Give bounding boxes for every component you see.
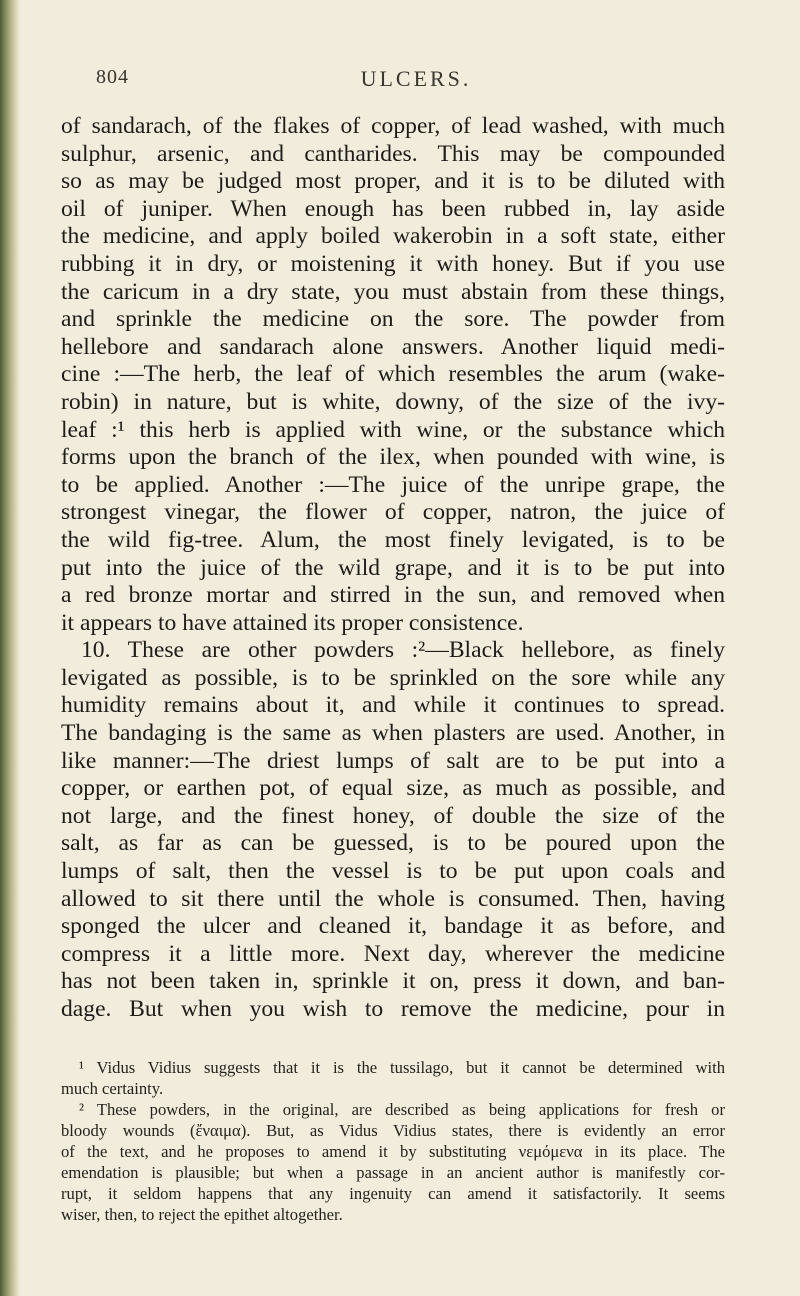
body-line: put into the juice of the wild grape, and it is to be put into xyxy=(61,554,725,581)
body-line: the caricum in a dry state, you must abstain from these things, xyxy=(61,278,725,305)
footnote-2-line: emendation is plausible; but when a passage in an ancient author is manifestly cor- xyxy=(61,1163,725,1182)
body-line: humidity remains about it, and while it continues to spread. xyxy=(61,692,725,719)
body-line: allowed to sit there until the whole is consumed. Then, having xyxy=(61,885,725,912)
body-line: and sprinkle the medicine on the sore. The powder from xyxy=(61,306,725,333)
body-line: a red bronze mortar and stirred in the sun, and removed when xyxy=(61,582,725,609)
footnote-1-line: much certainty. xyxy=(61,1079,164,1098)
body-line: sponged the ulcer and cleaned it, bandage it as before, and xyxy=(61,913,725,940)
body-line: The bandaging is the same as when plasters are used. Another, in xyxy=(61,720,725,747)
body-line: has not been taken in, sprinkle it on, press it down, and ban- xyxy=(61,968,725,995)
footnotes xyxy=(61,1057,725,1225)
body-line: like manner:—The driest lumps of salt are to be put into a xyxy=(61,747,725,774)
body-line: compress it a little more. Next day, wherever the medicine xyxy=(61,940,725,967)
body-line: to be applied. Another :—The juice of the unripe grape, the xyxy=(61,471,725,498)
body-line: the medicine, and apply boiled wakerobin in a soft state, either xyxy=(61,223,725,250)
binding-gutter xyxy=(0,0,20,1296)
body-line: copper, or earthen pot, of equal size, as much as possible, and xyxy=(61,775,725,802)
footnote-2-line: ² These powders, in the original, are described as being applications for fresh or xyxy=(79,1100,725,1119)
body-text xyxy=(61,113,725,1024)
body-line: lumps of salt, then the vessel is to be put upon coals and xyxy=(61,858,725,885)
page-header xyxy=(96,66,736,96)
footnote-2-line: wiser, then, to reject the epithet altogether. xyxy=(61,1205,343,1224)
body-line: strongest vinegar, the flower of copper, natron, the juice of xyxy=(61,499,725,526)
body-line: it appears to have attained its proper consistence. xyxy=(61,609,524,636)
footnote-2-line: of the text, and he proposes to amend it by substituting νεμόμενα in its place. The xyxy=(61,1142,725,1161)
running-head: ULCERS. xyxy=(360,66,472,91)
body-line: dage. But when you wish to remove the medicine, pour in xyxy=(61,996,725,1022)
footnote-2-line: rupt, it seldom happens that any ingenuity can amend it satisfactorily. It seems xyxy=(61,1184,725,1203)
body-line: salt, as far as can be guessed, is to be poured upon the xyxy=(61,830,725,857)
body-line: oil of juniper. When enough has been rubbed in, lay aside xyxy=(61,195,725,222)
body-line: levigated as possible, is to be sprinkled on the sore while any xyxy=(61,664,725,691)
body-line: so as may be judged most proper, and it is to be diluted with xyxy=(61,168,725,195)
body-line: not large, and the finest honey, of double the size of the xyxy=(61,802,725,829)
body-line: the wild fig-tree. Alum, the most finely levigated, is to be xyxy=(61,526,725,553)
body-line: of sandarach, of the flakes of copper, of lead washed, with much xyxy=(61,113,725,139)
section-start-line: 10. These are other powders :²—Black hellebore, as finely xyxy=(81,637,725,664)
body-line: hellebore and sandarach alone answers. Another liquid medi- xyxy=(61,333,725,360)
page-number: 804 xyxy=(96,66,129,88)
footnote-2-line: bloody wounds (ἔναιμα). But, as Vidus Vidius states, there is evidently an error xyxy=(61,1121,725,1140)
body-line: robin) in nature, but is white, downy, of the size of the ivy- xyxy=(61,388,725,415)
footnote-1-line: ¹ Vidus Vidius suggests that it is the tussilago, but it cannot be determined with xyxy=(79,1058,725,1077)
body-line: sulphur, arsenic, and cantharides. This may be compounded xyxy=(61,140,725,167)
body-line: forms upon the branch of the ilex, when pounded with wine, is xyxy=(61,444,725,471)
body-line: rubbing it in dry, or moistening it with honey. But if you use xyxy=(61,250,725,277)
body-line: leaf :¹ this herb is applied with wine, or the substance which xyxy=(61,416,725,443)
body-line: cine :—The herb, the leaf of which resembles the arum (wake- xyxy=(61,361,725,388)
